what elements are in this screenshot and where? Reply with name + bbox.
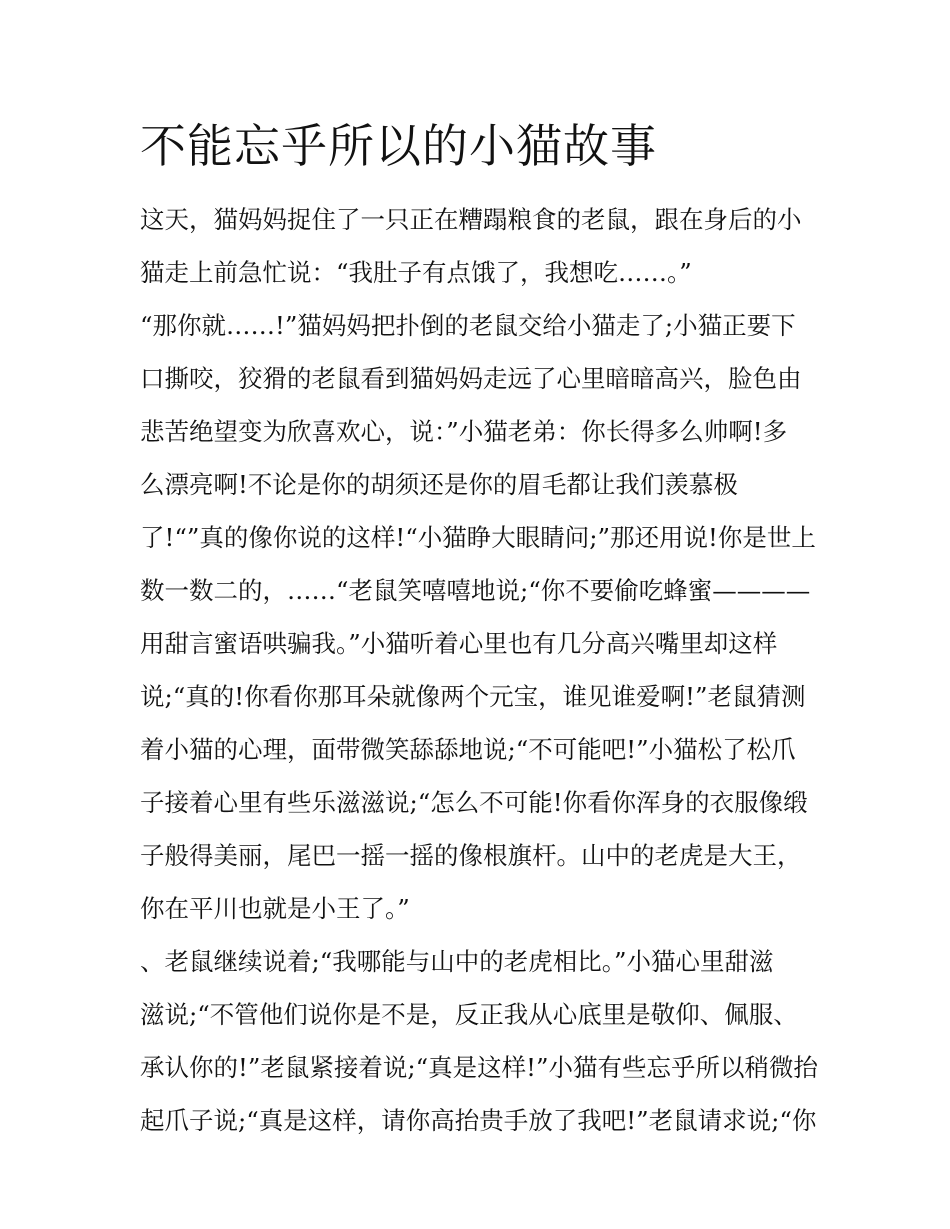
text-line: 起爪子说;“真是这样，请你高抬贵手放了我吧!”老鼠请求说;“你: [140, 1106, 817, 1135]
text-line: 你在平川也就是小王了。”: [140, 894, 410, 923]
text-line: 悲苦绝望变为欣喜欢心，说：”小猫老弟：你长得多么帅啊!多: [140, 417, 788, 446]
text-line: 滋说;“不管他们说你是不是，反正我从心底里是敬仰、佩服、: [140, 1000, 798, 1029]
text-line: 承认你的!”老鼠紧接着说;“真是这样!”小猫有些忘乎所以稍微抬: [140, 1053, 819, 1082]
text-line: “那你就……!”猫妈妈把扑倒的老鼠交给小猫走了;小猫正要下: [140, 311, 796, 340]
document-title: 不能忘乎所以的小猫故事: [140, 119, 657, 173]
text-line: 、老鼠继续说着;“我哪能与山中的老虎相比。”小猫心里甜滋: [140, 947, 774, 976]
document-body: [140, 193, 820, 1147]
text-line: 口撕咬，狡猾的老鼠看到猫妈妈走远了心里暗暗高兴，脸色由: [140, 364, 802, 393]
text-line: 么漂亮啊!不论是你的胡须还是你的眉毛都让我们羡慕极: [140, 470, 738, 499]
text-line: 着小猫的心理，面带微笑舔舔地说;“不可能吧!”小猫松了松爪: [140, 735, 796, 764]
text-line: 了!“”真的像你说的这样!“小猫睁大眼睛问;”那还用说!你是世上: [140, 523, 816, 552]
text-line: 子接着心里有些乐滋滋说;“怎么不可能!你看你浑身的衣服像缎: [140, 788, 808, 817]
text-line: 用甜言蜜语哄骗我。”小猫听着心里也有几分高兴嘴里却这样: [140, 629, 778, 658]
text-line: 猫走上前急忙说：“我肚子有点饿了，我想吃……。”: [140, 258, 692, 287]
text-line: 这天，猫妈妈捉住了一只正在糟蹋粮食的老鼠，跟在身后的小: [140, 205, 802, 234]
text-line: 数一数二的，……“老鼠笑嘻嘻地说;“你不要偷吃蜂蜜————: [140, 576, 811, 605]
text-line: 子般得美丽，尾巴一摇一摇的像根旗杆。山中的老虎是大王，: [140, 841, 802, 870]
text-line: 说;“真的!你看你那耳朵就像两个元宝，谁见谁爱啊!”老鼠猜测: [140, 682, 806, 711]
